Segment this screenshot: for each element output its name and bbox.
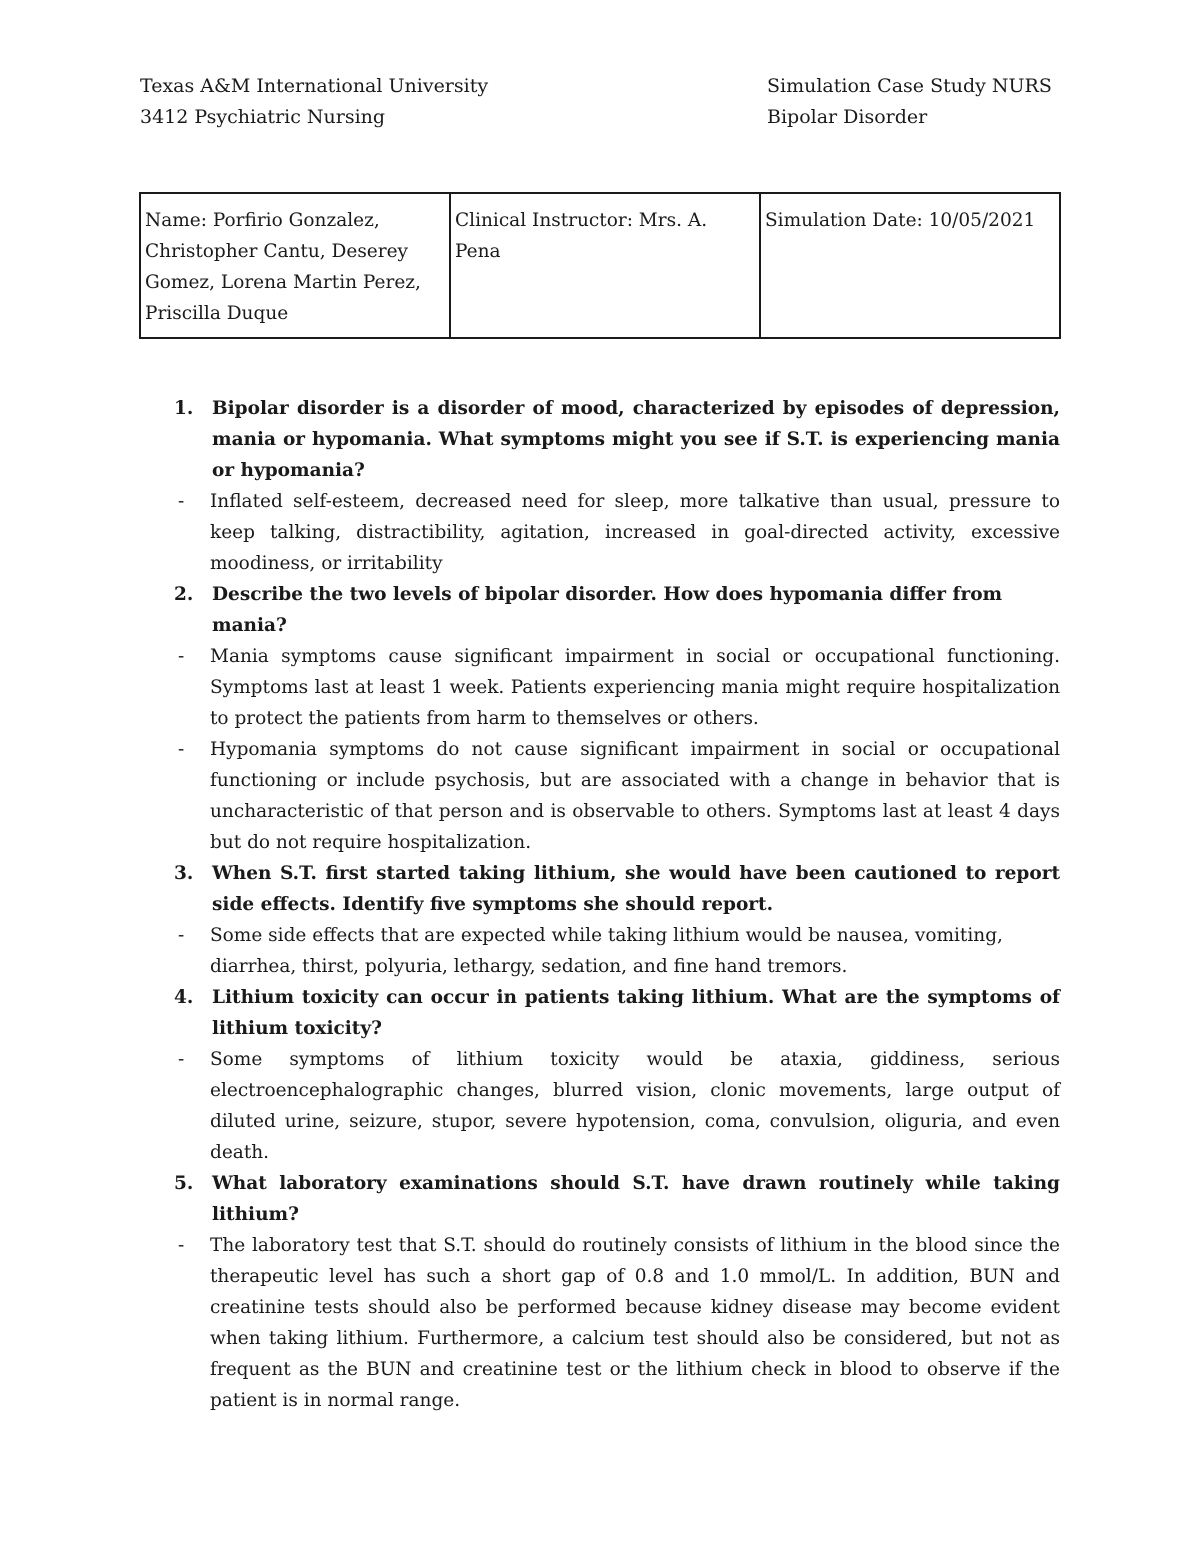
info-table — [139, 192, 1061, 339]
answer-text: Inflated self-esteem, decreased need for sleep, more talkative than usual, pressure to keep talking, distractibility, agitation, increased in goal-directed activity, excessive moodiness, or irritability — [210, 491, 1060, 574]
question-text: Describe the two levels of bipolar disorder. How does hypomania differ from mania? — [212, 584, 1003, 636]
university-name: Texas A&M International University — [140, 75, 489, 97]
question-number: 3. — [174, 863, 194, 884]
answer-item — [140, 1230, 1060, 1416]
answer-text: The laboratory test that S.T. should do routinely consists of lithium in the blood since the therapeutic level has such a short gap of 0.8 and 1.0 mmol/L. In addition, BUN and creatinine tests should also be performed because kidney disease may become evident when taking lithium. Furthermore, a calcium test should also be considered, but not as frequent as the BUN and creatinine test or the lithium check in blood to observe if the patient is in normal range. — [210, 1235, 1060, 1411]
info-table-row — [140, 193, 1060, 338]
question-5 — [140, 1168, 1060, 1230]
question-1 — [140, 393, 1060, 486]
answer-item — [140, 641, 1060, 734]
question-number: 5. — [174, 1173, 194, 1194]
answer-item — [140, 734, 1060, 858]
question-number: 1. — [174, 398, 194, 419]
question-text: Bipolar disorder is a disorder of mood, characterized by episodes of depression, mania or hypomania. What symptoms might you see if S.T. is experiencing mania or hypomania? — [212, 398, 1060, 481]
assignment-title: Simulation Case Study NURS — [767, 75, 1052, 97]
header-right — [767, 71, 1052, 133]
course-name: 3412 Psychiatric Nursing — [140, 106, 386, 128]
answer-item — [140, 486, 1060, 579]
student-names-cell: Name: Porfirio Gonzalez, Christopher Cantu, Deserey Gomez, Lorena Martin Perez, Priscilla Duque — [140, 193, 450, 338]
answer-item — [140, 1044, 1060, 1168]
question-text: Lithium toxicity can occur in patients taking lithium. What are the symptoms of lithium toxicity? — [212, 987, 1060, 1039]
question-text: When S.T. first started taking lithium, she would have been cautioned to report side effects. Identify five symptoms she should report. — [212, 863, 1060, 915]
dash-bullet: - — [178, 1049, 185, 1070]
question-2 — [140, 579, 1060, 641]
header-left — [140, 71, 488, 133]
question-4 — [140, 982, 1060, 1044]
answer-item — [140, 920, 1060, 982]
question-list — [140, 393, 1060, 1416]
simulation-date-cell: Simulation Date: 10/05/2021 — [760, 193, 1060, 338]
dash-bullet: - — [178, 1235, 185, 1256]
dash-bullet: - — [178, 491, 185, 512]
answer-text: Hypomania symptoms do not cause significant impairment in social or occupational functioning or include psychosis, but are associated with a change in behavior that is uncharacteristic of that person and is observable to others. Symptoms last at least 4 days but do not require hospitalization. — [210, 739, 1060, 853]
question-text: What laboratory examinations should S.T. have drawn routinely while taking lithium? — [212, 1173, 1060, 1225]
dash-bullet: - — [178, 646, 185, 667]
question-3 — [140, 858, 1060, 920]
answer-text: Some side effects that are expected while taking lithium would be nausea, vomiting, diarrhea, thirst, polyuria, lethargy, sedation, and fine hand tremors. — [210, 925, 1003, 977]
question-number: 2. — [174, 584, 194, 605]
assignment-topic: Bipolar Disorder — [767, 106, 928, 128]
dash-bullet: - — [178, 739, 185, 760]
question-number: 4. — [174, 987, 194, 1008]
answer-text: Some symptoms of lithium toxicity would be ataxia, giddiness, serious electroencephalographic changes, blurred vision, clonic movements, large output of diluted urine, seizure, stupor, severe hypotension, coma, convulsion, oliguria, and even death. — [210, 1049, 1060, 1163]
clinical-instructor-cell: Clinical Instructor: Mrs. A. Pena — [450, 193, 760, 338]
dash-bullet: - — [178, 925, 185, 946]
answer-text: Mania symptoms cause significant impairment in social or occupational functioning. Symptoms last at least 1 week. Patients experiencing mania might require hospitalization to protect the patients from harm to themselves or others. — [210, 646, 1060, 729]
